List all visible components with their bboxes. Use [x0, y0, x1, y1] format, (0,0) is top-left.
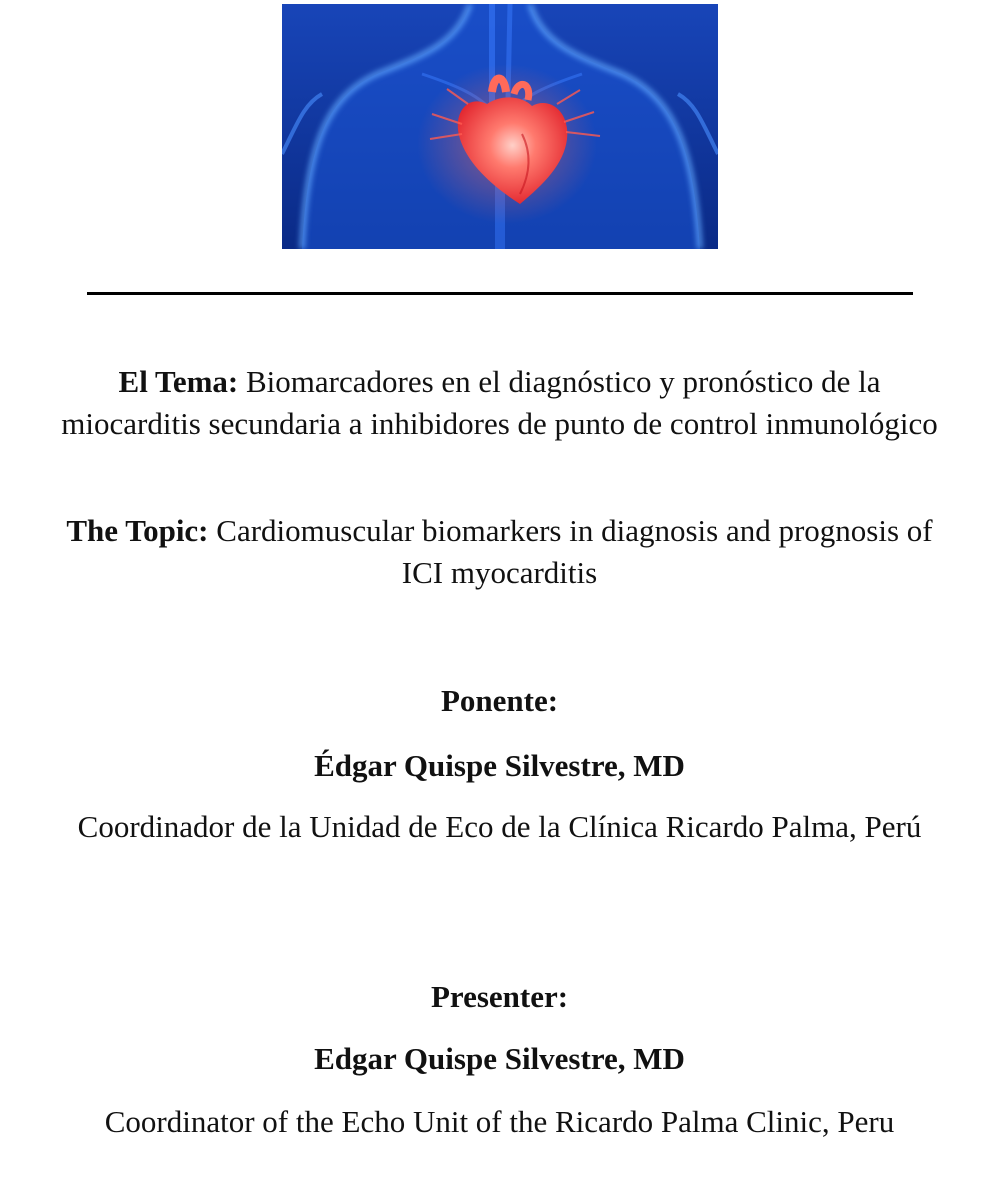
topic-spanish-text: Biomarcadores en el diagnóstico y pronóstico de la miocarditis secundaria a inhibidores de punto de control inmunológico: [61, 364, 938, 441]
presenter-role: Coordinator of the Echo Unit of the Ricardo Palma Clinic, Peru: [104, 1104, 895, 1139]
presenter-name: Edgar Quispe Silvestre, MD: [314, 1041, 685, 1076]
heart-anatomy-illustration: [282, 4, 718, 249]
topic-spanish: [60, 361, 939, 445]
heart-illustration-icon: [282, 4, 718, 249]
ponente-name: Édgar Quispe Silvestre, MD: [314, 748, 685, 783]
ponente-heading: Ponente:: [440, 683, 559, 718]
topic-english-label: The Topic:: [66, 513, 209, 548]
presenter-heading: Presenter:: [430, 979, 569, 1014]
topic-english: [60, 510, 939, 594]
divider-line: [87, 292, 913, 295]
ponente-role: Coordinador de la Unidad de Eco de la Clínica Ricardo Palma, Perú: [77, 809, 922, 844]
topic-spanish-label: El Tema:: [118, 364, 239, 399]
topic-english-text: Cardiomuscular biomarkers in diagnosis and prognosis of ICI myocarditis: [216, 513, 933, 590]
